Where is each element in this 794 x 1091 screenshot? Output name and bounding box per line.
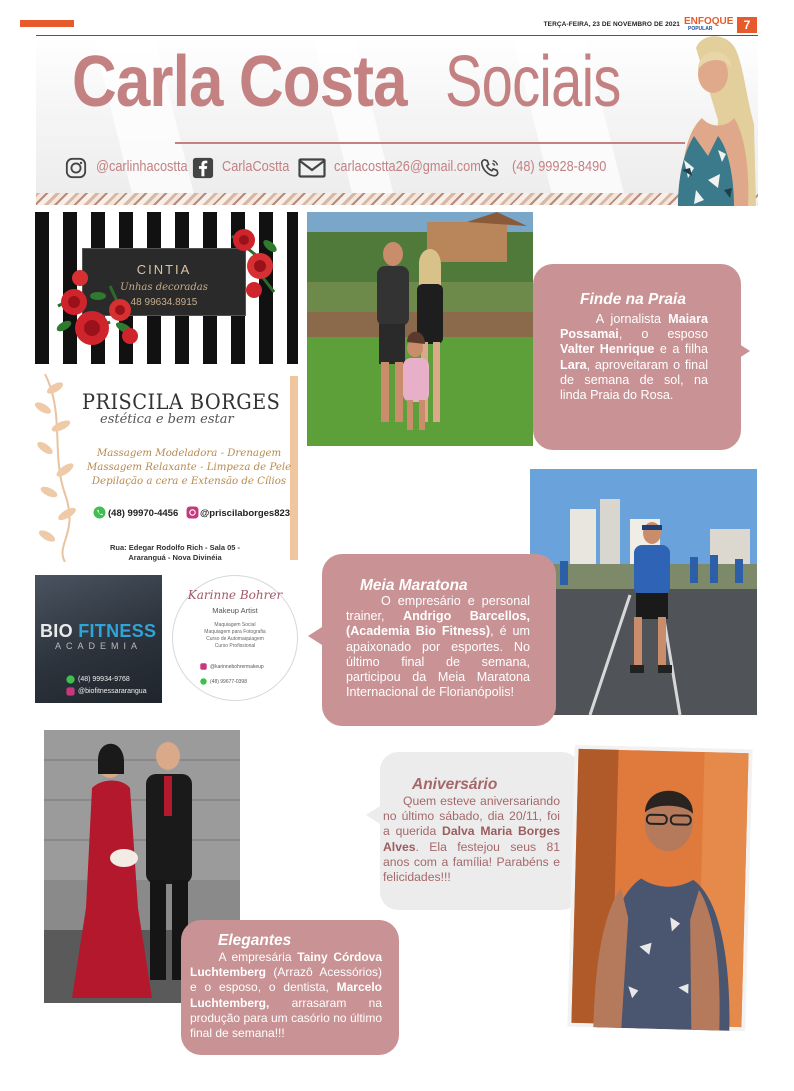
ad-bio-phone: (48) 99934-9768 bbox=[78, 676, 130, 683]
instagram-icon bbox=[186, 506, 199, 519]
ad-priscila-address: Rua: Edegar Rodolfo Rich - Sala 05 - bbox=[109, 543, 241, 552]
ad-karinne-role: Makeup Artist bbox=[212, 606, 258, 615]
caption-text-run: , aproveitaram o final de semana de sol, na linda Praia do Rosa. bbox=[560, 357, 708, 403]
ad-cintia-phone: 48 99634.8915 bbox=[130, 297, 198, 308]
caption-aniversario-text bbox=[383, 794, 560, 885]
caption-text-run: (Arrazô Acessórios) e o esposo, o dentista, bbox=[190, 965, 382, 995]
whatsapp-icon bbox=[200, 678, 207, 685]
ad-karinne-instagram: @karinnebohrermakeup bbox=[210, 664, 264, 670]
columnist-portrait bbox=[668, 30, 756, 206]
caption-bubble-pointer bbox=[736, 342, 750, 360]
contact-email: carlacostta26@gmail.com bbox=[334, 158, 481, 175]
roses-decoration-icon bbox=[50, 266, 144, 352]
ad-karinne-service: Curso Profissional bbox=[214, 643, 256, 649]
ad-priscila-title: PRISCILA BORGES bbox=[82, 390, 281, 414]
caption-text-run: O empresário e personal trainer, bbox=[346, 594, 530, 624]
column-subtitle: Sociais bbox=[445, 42, 621, 122]
top-accent-bar bbox=[20, 20, 74, 27]
title-rule bbox=[175, 142, 685, 144]
photo-family-beach bbox=[307, 212, 533, 446]
ad-karinne-name: Karinne Bohrer bbox=[187, 588, 283, 602]
ad-cintia-name: CINTIA bbox=[136, 262, 192, 277]
ad-bio-title-a: BIO bbox=[40, 621, 79, 641]
caption-bubble-pointer bbox=[308, 627, 322, 645]
caption-text-run: . Ela festejou seus 81 anos com a família! Parabéns e felicidades!!! bbox=[383, 839, 560, 885]
ad-cintia-subtitle: Unhas decoradas bbox=[120, 282, 208, 293]
caption-person-name: Maiara Possamai bbox=[560, 312, 708, 342]
whatsapp-icon bbox=[93, 506, 106, 519]
page-number: 7 bbox=[737, 17, 757, 33]
brand-logo: ENFOQUE bbox=[684, 16, 734, 27]
caption-person-name: Valter Henrique bbox=[560, 342, 655, 357]
caption-elegantes-text bbox=[190, 950, 382, 1041]
column-title: Carla Costa bbox=[72, 42, 407, 122]
caption-praia-text bbox=[560, 312, 708, 403]
caption-text-run: A jornalista bbox=[595, 312, 669, 326]
ad-priscila-subtitle: estética e bem estar bbox=[100, 412, 234, 427]
ad-priscila-service: Depilação a cera e Extensão de Cílios bbox=[91, 476, 287, 487]
instagram-icon bbox=[66, 687, 75, 696]
caption-text-run: , é um apaixonado por esportes. No último final de semana, participou da Meia Maratona Internacional de Florianópolis! bbox=[346, 624, 531, 700]
brand-logo-sub: POPULAR bbox=[688, 26, 713, 32]
caption-maratona-text bbox=[346, 594, 530, 700]
ad-bio-title bbox=[40, 621, 156, 642]
ad-karinne-phone: (48) 99677-0398 bbox=[210, 679, 247, 685]
contact-instagram: @carlinhacostta bbox=[96, 158, 188, 175]
ad-bio-subtitle: ACADEMIA bbox=[54, 641, 142, 651]
phone-icon bbox=[478, 157, 502, 179]
caption-text-run: Quem esteve aniversariando no último sábado, dia 20/11, foi a querida bbox=[383, 794, 560, 839]
leaves-decoration-icon bbox=[35, 374, 83, 562]
caption-text-run: e a filha bbox=[654, 342, 708, 357]
ad-karinne-service: Maquiagem para Fotografia bbox=[204, 629, 266, 635]
contact-facebook: CarlaCostta bbox=[222, 158, 290, 175]
ad-bio-instagram: @biofitnessararangua bbox=[78, 688, 147, 695]
caption-person-name: Dalva Maria Borges Alves bbox=[383, 824, 560, 854]
ad-priscila-phone: (48) 99970-4456 bbox=[108, 508, 179, 519]
caption-person-name: Tainy Córdova Luchtemberg bbox=[190, 950, 382, 980]
caption-praia-title: Finde na Praia bbox=[580, 291, 686, 308]
masthead-pattern-strip bbox=[36, 193, 758, 205]
email-icon bbox=[298, 157, 326, 179]
caption-aniversario-title: Aniversário bbox=[412, 776, 498, 793]
contact-phone: (48) 99928-8490 bbox=[512, 158, 607, 175]
caption-elegantes-title: Elegantes bbox=[218, 932, 292, 949]
instagram-icon bbox=[200, 663, 207, 670]
ad-priscila-service: Massagem Modeladora - Drenagem bbox=[96, 448, 282, 459]
instagram-icon bbox=[64, 157, 88, 179]
ad-priscila-address: Araranguá - Nova Divinéia bbox=[128, 553, 222, 562]
caption-maratona-title: Meia Maratona bbox=[360, 577, 468, 594]
ad-bio-title-b: FITNESS bbox=[78, 621, 157, 641]
caption-text-run: , o esposo bbox=[618, 327, 708, 342]
photo-marathon bbox=[530, 469, 757, 715]
whatsapp-icon bbox=[66, 675, 75, 684]
ad-priscila-instagram: @priscilaborges823 bbox=[200, 508, 291, 519]
caption-person-name: Marcelo Luchtemberg, bbox=[190, 980, 382, 1010]
caption-bubble-pointer bbox=[366, 806, 380, 824]
ad-priscila-service: Massagem Relaxante - Limpeza de Pele bbox=[86, 462, 292, 473]
ad-karinne-service: Maquiagem Social bbox=[214, 622, 256, 628]
caption-person-name: Lara bbox=[560, 357, 587, 372]
facebook-icon bbox=[192, 157, 214, 179]
caption-text-run: arrasaram na produção para um casório no último final de semana!!! bbox=[190, 995, 382, 1041]
ad-karinne-service: Curso de Automaquiagem bbox=[206, 636, 264, 642]
caption-text-run: A empresária bbox=[218, 950, 298, 964]
date-line: TERÇA-FEIRA, 23 DE NOVEMBRO DE 2021 bbox=[543, 21, 680, 28]
caption-person-name: Andrigo Barcellos, (Academia Bio Fitness) bbox=[346, 609, 530, 639]
photo-dalva-birthday bbox=[567, 745, 752, 1032]
